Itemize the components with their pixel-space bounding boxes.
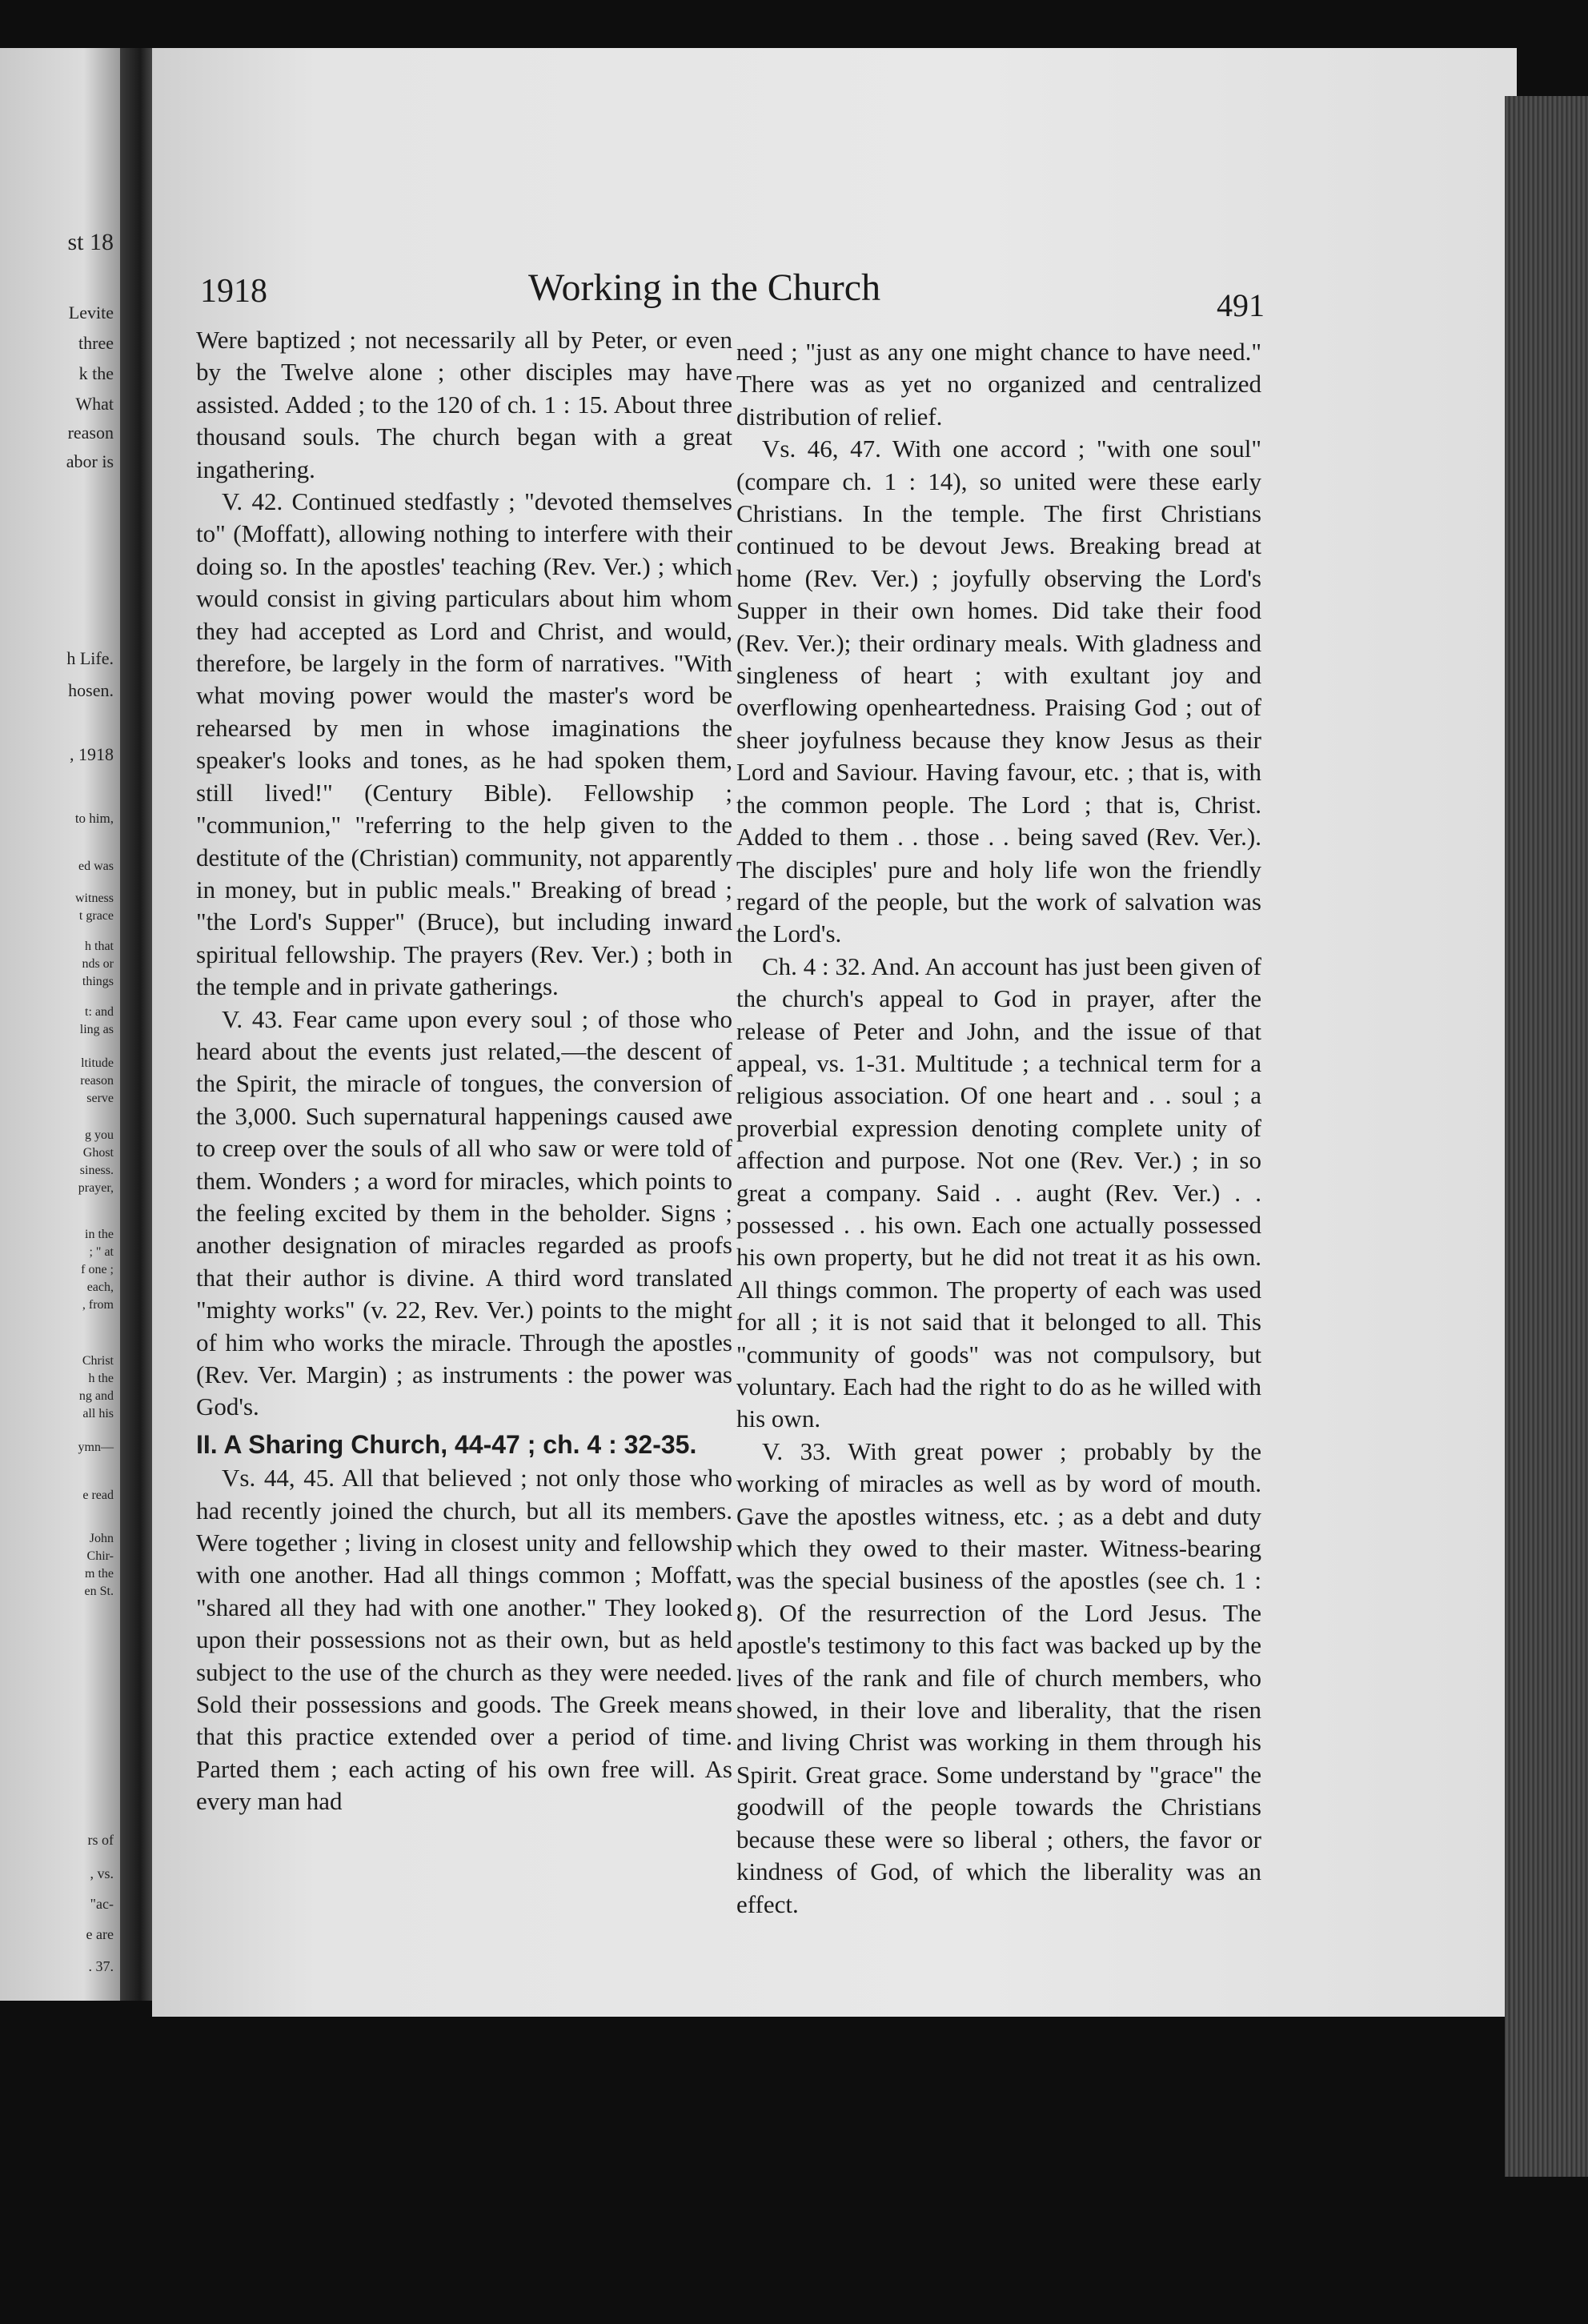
page-title: Working in the Church — [528, 266, 881, 309]
prev-page-fragment: siness. — [79, 1164, 114, 1177]
prev-page-fragment: st 18 — [67, 229, 114, 255]
prev-page-fragment: ed was — [78, 859, 114, 873]
prev-page-fragment: en St. — [84, 1585, 114, 1598]
prev-page-fragment: witness — [75, 892, 114, 905]
prev-page-fragment: h Life. — [66, 648, 114, 668]
prev-page-fragment: reason — [80, 1074, 114, 1088]
page-number: 491 — [1217, 287, 1265, 323]
paragraph: V. 33. With great power ; probably by the working of miracles as well as by word of mouth. Gave the apostles witness, etc. ; as a debt and duty which they owed to their master. Witness-bearing was the special business of the apostles (see ch. 1 : 8). Of the resurrection of the Lord Jesus. The apostle's testimony to this fact was backed up by the lives of the rank and file of church members, who showed, in their love and liberality, that the risen and living Christ was working in them through his Spirit. Great grace. Some understand by "grace" the goodwill of the people towards the Christians because these were so liberal ; others, the favor or kindness of God, of which the liberality was an effect. — [736, 1436, 1261, 1918]
paragraph: Were baptized ; not necessarily all by Peter, or even by the Twelve alone ; other disciples may have assisted. Added ; to the 120 of ch. 1 : 15. About three thousand souls. The church began with a great ingathering. — [196, 326, 732, 483]
prev-page-fragment: ymn— — [78, 1440, 114, 1454]
prev-page-fragment: e read — [82, 1489, 114, 1502]
prev-page-fragment: e are — [86, 1926, 114, 1942]
prev-page-fragment: , from — [82, 1298, 114, 1312]
prev-page-fragment: , 1918 — [70, 744, 114, 764]
prev-page-fragment: to him, — [74, 811, 114, 826]
prev-page-fragment: h the — [88, 1372, 114, 1385]
prev-page-fragment: , vs. — [90, 1865, 114, 1881]
prev-page-fragment: all his — [82, 1407, 114, 1420]
left-column — [196, 324, 732, 1818]
prev-page-fragment: in the — [85, 1228, 114, 1241]
paragraph: Ch. 4 : 32. And. An account has just been given of the church's appeal to God in prayer, after the release of Peter and John, and the issue of that appeal, vs. 1-31. Multitude ; a technical term for a religious association. Of one heart and . . soul ; a proverbial expression denoting complete unity of affection and purpose. Not one (Rev. Ver.) ; in so great a company. Said . . aught (Rev. Ver.) . . possessed . . his own. Each one actually possessed his own property, but he did not treat it as his own. All things common. The property of each was used for all ; it is not said that it belonged to all. This "community of goods" was not compulsory, but voluntary. Each had the right to do as he willed with his own. — [736, 952, 1261, 1433]
page-block-edge — [1505, 96, 1588, 2177]
prev-page-fragment: "ac- — [90, 1896, 114, 1912]
previous-page-edge — [0, 48, 120, 2001]
prev-page-fragment: three — [78, 333, 114, 353]
prev-page-fragment: g you — [85, 1128, 114, 1142]
right-column — [736, 336, 1261, 1921]
prev-page-fragment: abor is — [66, 451, 114, 471]
paragraph: Vs. 44, 45. All that believed ; not only those who had recently joined the church, but all its members. Were together ; living in closest unity and fellowship with one another. Had all things common ; Moffatt, "shared all they had with one another." They looked upon their possessions not as their own, but as held subject to the use of the church as they were needed. Sold their possessions and goods. The Greek means that this practice extended over a period of time. Parted them ; each acting of his own free will. As every man had — [196, 1464, 732, 1816]
prev-page-fragment: ; " at — [89, 1245, 114, 1259]
prev-page-fragment: f one ; — [81, 1263, 114, 1276]
prev-page-fragment: Levite — [68, 303, 114, 323]
prev-page-fragment: ng and — [78, 1389, 114, 1403]
paragraph: need ; "just as any one might chance to have need." There was as yet no organized and centralized distribution of relief. — [736, 338, 1261, 431]
book-gutter — [120, 48, 154, 2001]
prev-page-fragment: ling as — [79, 1023, 114, 1036]
prev-page-fragment: reason — [67, 423, 114, 443]
running-head — [152, 266, 1517, 323]
prev-page-fragment: h that — [85, 940, 114, 953]
prev-page-fragment: t: and — [85, 1005, 114, 1019]
prev-page-fragment: things — [82, 975, 114, 988]
prev-page-fragment: ltitude — [81, 1056, 114, 1070]
section-heading: II. A Sharing Church, 44-47 ; ch. 4 : 32-35. — [196, 1429, 697, 1459]
prev-page-fragment: serve — [86, 1092, 114, 1105]
prev-page-fragment: Ghost — [82, 1146, 114, 1160]
prev-page-fragment: m the — [85, 1567, 114, 1581]
prev-page-fragment: t grace — [78, 909, 114, 923]
paragraph: V. 43. Fear came upon every soul ; of those who heard about the events just related,—the descent of the Spirit, the miracle of tongues, the conversion of the 3,000. Such supernatural happenings caused awe to creep over the souls of all who saw or were told of them. Wonders ; a word for miracles, which points to the feeling excited by them in the beholder. Signs ; another designation of miracles regarded as proofs that their author is divine. A third word translated "mighty works" (v. 22, Rev. Ver.) points to the might of him who works the miracle. Through the apostles (Rev. Ver. Margin) ; as instruments : the power was God's. — [196, 1004, 732, 1421]
prev-page-fragment: Chir- — [86, 1549, 114, 1563]
prev-page-fragment: each, — [86, 1280, 114, 1294]
prev-page-fragment: What — [75, 394, 114, 414]
prev-page-fragment: Christ — [82, 1354, 114, 1368]
prev-page-fragment: rs of — [87, 1832, 114, 1848]
prev-page-fragment: . 37. — [88, 1958, 114, 1974]
book-page — [152, 48, 1517, 2017]
prev-page-fragment: prayer, — [78, 1181, 114, 1195]
prev-page-fragment: hosen. — [68, 680, 114, 700]
header-year: 1918 — [200, 273, 267, 310]
prev-page-fragment: nds or — [82, 957, 114, 971]
prev-page-fragment: John — [89, 1532, 114, 1545]
prev-page-fragment: k the — [78, 363, 114, 383]
paragraph: V. 42. Continued stedfastly ; "devoted themselves to" (Moffatt), allowing nothing to interfere with their doing so. In the apostles' teaching (Rev. Ver.) ; which would consist in giving particulars about him whom they had accepted as Lord and Christ, and would, therefore, be largely in the form of narratives. "With what moving power would the master's word be rehearsed by men in whose imaginations the speaker's looks and tones, as he had spoken them, still lived!" (Century Bible). Fellowship ; "communion," "referring to the help given to the destitute of the (Christian) community, not apparently in money, but in public meals." Breaking of bread ; "the Lord's Supper" (Bruce), but including inward spiritual fellowship. The prayers (Rev. Ver.) ; both in the temple and in private gatherings. — [196, 487, 732, 1001]
paragraph: Vs. 46, 47. With one accord ; "with one soul" (compare ch. 1 : 14), so united were these early Christians. In the temple. The first Christians continued to be devout Jews. Breaking bread at home (Rev. Ver.) ; joyfully observing the Lord's Supper in their own homes. Did take their food (Rev. Ver.); their ordinary meals. With gladness and singleness of heart ; with exultant joy and overflowing openheartedness. Praising God ; out of sheer joyfulness because they know Jesus as their Lord and Saviour. Having favour, etc. ; that is, with the common people. The Lord ; that is, Christ. Added to them . . those . . being saved (Rev. Ver.). The disciples' pure and holy life won the friendly regard of the people, but the work of salvation was the Lord's. — [736, 435, 1261, 948]
